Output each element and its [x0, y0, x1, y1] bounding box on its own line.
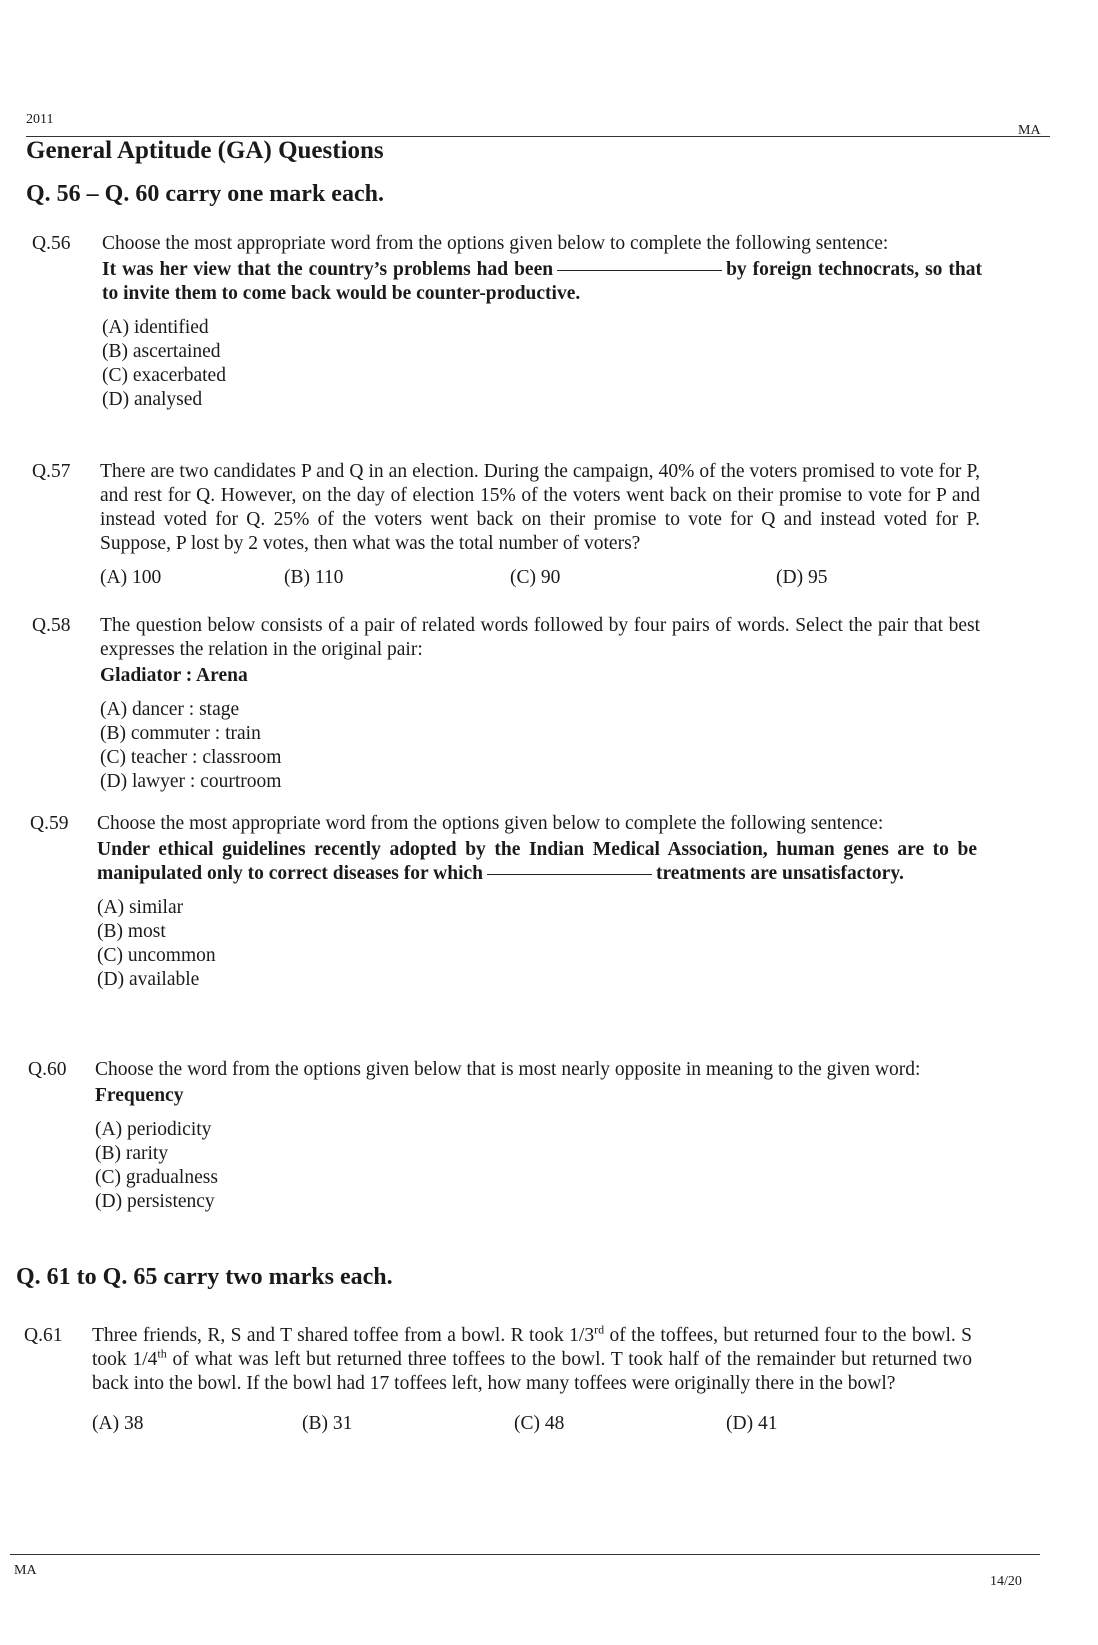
- option-d: (D) analysed: [102, 389, 203, 410]
- question-stem: [92, 1324, 972, 1396]
- option-c: (C) teacher : classroom: [100, 747, 282, 768]
- options-list: [95, 1118, 975, 1214]
- ordinal-suffix-rd: rd: [594, 1322, 605, 1337]
- header-paper-code: MA: [1018, 123, 1041, 138]
- fill-in-blank: [487, 874, 652, 875]
- option-d: (D) 41: [726, 1413, 778, 1434]
- option-c: (C) exacerbated: [102, 365, 226, 386]
- sentence-part-2: treatments are unsatisfactory.: [656, 863, 904, 884]
- stem-part-2: of the toffees, but returned four to the bowl. S took 1/4: [92, 1325, 972, 1370]
- footer-paper-code: MA: [14, 1563, 37, 1578]
- option-a: (A) similar: [97, 897, 184, 918]
- option-a: (A) identified: [102, 317, 209, 338]
- option-a: (A) dancer : stage: [100, 699, 240, 720]
- sentence-part-2: by foreign technocrats, so that to invite them to come back would be counter-productive.: [102, 259, 982, 304]
- option-c: (C) gradualness: [95, 1167, 218, 1188]
- option-b: (B) rarity: [95, 1143, 169, 1164]
- option-c: (C) uncommon: [97, 945, 216, 966]
- ordinal-suffix-th: th: [157, 1346, 167, 1361]
- header-year: 2011: [26, 112, 54, 127]
- footer-page-number: 14/20: [990, 1574, 1022, 1589]
- question-stem: The question below consists of a pair of related words followed by four pairs of words. Select the pair that best expresses the relation in the original pair:: [100, 615, 980, 660]
- option-c: (C) 90: [510, 567, 561, 588]
- options-row: [92, 1412, 972, 1438]
- option-d: (D) available: [97, 969, 200, 990]
- stem-part-1: Three friends, R, S and T shared toffee from a bowl. R took 1/3: [92, 1325, 595, 1346]
- stem-part-3: of what was left but returned three toffees to the bowl. T took half of the remainder but returned two back into the bowl. If the bowl had 17 toffees left, how many toffees were originally there in the bowl?: [92, 1349, 972, 1394]
- page-title: General Aptitude (GA) Questions: [26, 137, 384, 164]
- sentence-part-1: Under ethical guidelines recently adopted by the Indian Medical Association, human genes are to be manipulated only to correct diseases for which: [97, 839, 977, 884]
- options-row: [100, 566, 980, 592]
- question-stem: There are two candidates P and Q in an election. During the campaign, 40% of the voters promised to vote for P, and rest for Q. However, on the day of election 15% of the voters went back on their promise to vote for P and instead voted for Q. 25% of the voters went back on their promise to vote for Q and instead voted for P. Suppose, P lost by 2 votes, then what was the total number of voters?: [100, 461, 980, 554]
- question-stem: Choose the most appropriate word from the options given below to complete the following sentence:: [97, 813, 884, 834]
- option-a: (A) 38: [92, 1413, 144, 1434]
- options-list: [100, 698, 980, 794]
- section-heading-one-mark: Q. 56 – Q. 60 carry one mark each.: [26, 181, 384, 207]
- question-number: Q.61: [24, 1325, 63, 1346]
- options-list: [102, 316, 982, 412]
- option-b: (B) most: [97, 921, 166, 942]
- sentence-part-1: It was her view that the country’s problems had been: [102, 259, 554, 280]
- option-b: (B) 110: [284, 567, 344, 588]
- footer-rule: [10, 1554, 1040, 1555]
- option-d: (D) persistency: [95, 1191, 215, 1212]
- option-d: (D) 95: [776, 567, 828, 588]
- question-stem: Choose the word from the options given below that is most nearly opposite in meaning to the given word:: [95, 1059, 921, 1080]
- option-b: (B) commuter : train: [100, 723, 261, 744]
- fill-in-blank: [557, 270, 722, 271]
- question-sentence: [97, 838, 977, 886]
- option-d: (D) lawyer : courtroom: [100, 771, 282, 792]
- word-pair: Gladiator : Arena: [100, 665, 248, 686]
- question-sentence: [102, 258, 982, 306]
- question-number: Q.57: [32, 461, 71, 482]
- given-word: Frequency: [95, 1085, 184, 1106]
- option-b: (B) 31: [302, 1413, 353, 1434]
- question-number: Q.60: [28, 1059, 67, 1080]
- question-number: Q.59: [30, 813, 69, 834]
- option-a: (A) periodicity: [95, 1119, 212, 1140]
- option-a: (A) 100: [100, 567, 162, 588]
- question-number: Q.58: [32, 615, 71, 636]
- section-heading-two-marks: Q. 61 to Q. 65 carry two marks each.: [16, 1264, 393, 1290]
- question-number: Q.56: [32, 233, 71, 254]
- option-c: (C) 48: [514, 1413, 565, 1434]
- options-list: [97, 896, 977, 992]
- question-stem: Choose the most appropriate word from the options given below to complete the following sentence:: [102, 233, 889, 254]
- option-b: (B) ascertained: [102, 341, 221, 362]
